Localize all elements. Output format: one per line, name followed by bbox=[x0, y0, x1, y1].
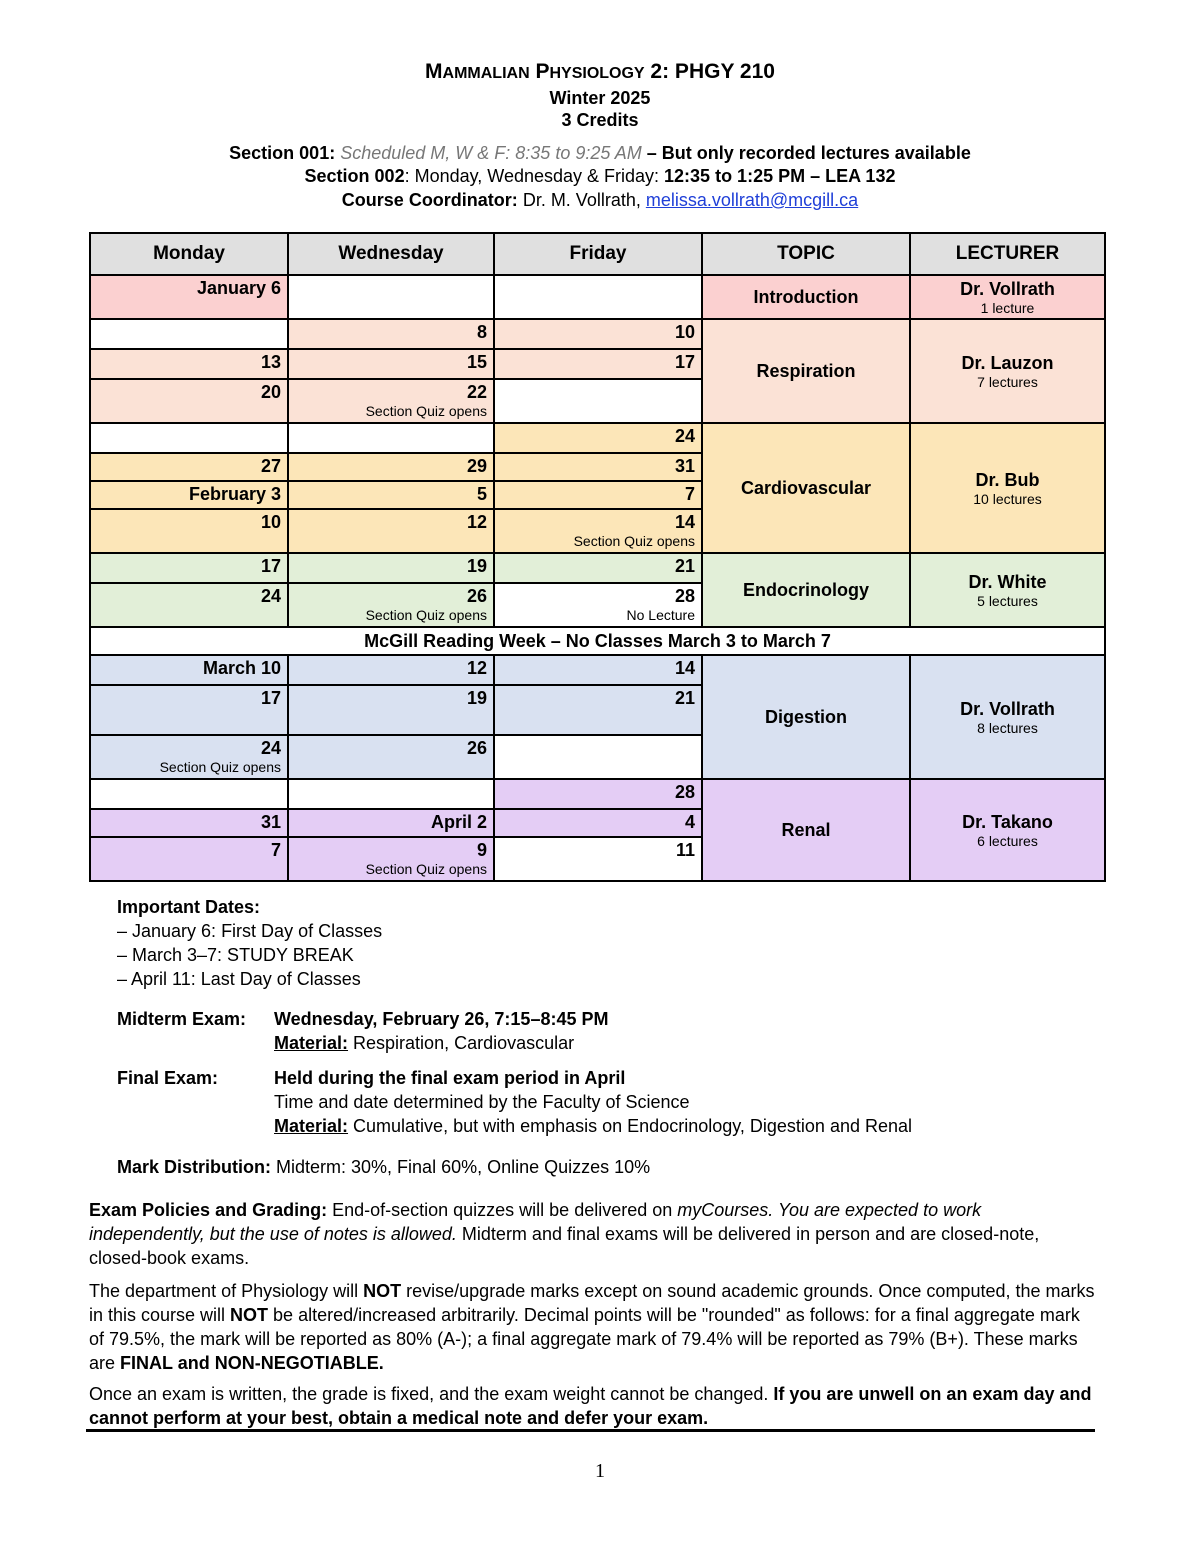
coordinator-email-link[interactable]: melissa.vollrath@mcgill.ca bbox=[645, 190, 859, 210]
date-cell: 19 bbox=[288, 553, 494, 583]
course-coordinator: Course Coordinator: Dr. M. Vollrath, melissa.vollrath@mcgill.ca bbox=[341, 190, 859, 210]
date-cell: 24 Section Quiz opens bbox=[90, 735, 288, 779]
policy-paragraph-2: The department of Physiology will NOT revise/upgrade marks except on sound academic grounds. Once computed, the marks in this course will NOT be altered/increased arbitrarily. Decimal points will be "rounded" as follows: for a final aggregate mark of 79.5%, the mark will be reported as 80% (A-); a final aggregate mark of 79.4% will be reported as 79% (B+). These marks are FINAL and NON-NEGOTIABLE. bbox=[89, 1281, 1095, 1373]
date-cell: 7 bbox=[494, 481, 702, 509]
date-cell: 27 bbox=[90, 453, 288, 481]
page-number: 1 bbox=[595, 1460, 605, 1482]
date-cell: 26 Section Quiz opens bbox=[288, 583, 494, 627]
policy-paragraph-3: Once an exam is written, the grade is fixed, and the exam weight cannot be changed. If you are unwell on an exam day and cannot perform at your best, obtain a medical note and defer your exam. bbox=[89, 1384, 1092, 1428]
date-cell: 12 bbox=[288, 509, 494, 553]
lecturer-cardiovascular: Dr. Bub 10 lectures bbox=[910, 423, 1105, 553]
date-cell: 31 bbox=[90, 809, 288, 837]
topic-renal: Renal bbox=[702, 779, 910, 881]
important-dates bbox=[117, 895, 382, 991]
date-cell: February 3 bbox=[90, 481, 288, 509]
lecturer-digestion: Dr. Vollrath 8 lectures bbox=[910, 655, 1105, 779]
date-item: – March 3–7: STUDY BREAK bbox=[117, 945, 354, 965]
lecturer-endocrinology: Dr. White 5 lectures bbox=[910, 553, 1105, 627]
topic-endocrinology: Endocrinology bbox=[702, 553, 910, 627]
date-cell: March 10 bbox=[90, 655, 288, 685]
header-topic: TOPIC bbox=[702, 233, 910, 275]
date-cell: 21 bbox=[494, 553, 702, 583]
mark-distribution: Mark Distribution: Midterm: 30%, Final 60%, Online Quizzes 10% bbox=[117, 1157, 651, 1177]
date-cell: 17 bbox=[90, 553, 288, 583]
topic-digestion: Digestion bbox=[702, 655, 910, 779]
final-details bbox=[274, 1066, 912, 1138]
date-cell: 15 bbox=[288, 349, 494, 379]
date-cell: 28 bbox=[494, 779, 702, 809]
date-cell: 11 bbox=[494, 837, 702, 881]
bottom-rule bbox=[86, 1429, 1095, 1432]
header-friday: Friday bbox=[494, 233, 702, 275]
topic-cardiovascular: Cardiovascular bbox=[702, 423, 910, 553]
empty-cell bbox=[288, 779, 494, 809]
final-material: Material: Cumulative, but with emphasis on Endocrinology, Digestion and Renal bbox=[274, 1116, 913, 1136]
date-cell: 21 bbox=[494, 685, 702, 735]
final-when: Held during the final exam period in April bbox=[274, 1068, 626, 1088]
section-001: Section 001: Scheduled M, W & F: 8:35 to 9:25 AM – But only recorded lectures available bbox=[229, 143, 971, 163]
final-label: Final Exam: bbox=[117, 1068, 219, 1088]
date-cell: 24 bbox=[494, 423, 702, 453]
date-cell: 19 bbox=[288, 685, 494, 735]
empty-cell bbox=[494, 379, 702, 423]
section-002: Section 002: Monday, Wednesday & Friday: 12:35 to 1:25 PM – LEA 132 bbox=[304, 166, 896, 186]
date-cell: 10 bbox=[90, 509, 288, 553]
date-cell: 7 bbox=[90, 837, 288, 881]
empty-cell bbox=[494, 275, 702, 319]
date-cell: 9 Section Quiz opens bbox=[288, 837, 494, 881]
date-cell: 28 No Lecture bbox=[494, 583, 702, 627]
schedule-table bbox=[89, 232, 1106, 882]
date-cell: 12 bbox=[288, 655, 494, 685]
date-item: – April 11: Last Day of Classes bbox=[117, 969, 361, 989]
course-title: MAMMALIAN PHYSIOLOGY 2: PHGY 210 bbox=[425, 60, 775, 83]
policy-paragraph-1: Exam Policies and Grading: End-of-section quizzes will be delivered on myCourses. You are expected to work independently, but the use of notes is allowed. Midterm and final exams will be delivered in person and are closed-note, closed-book exams. bbox=[89, 1200, 1040, 1268]
empty-cell bbox=[288, 275, 494, 319]
header-monday: Monday bbox=[90, 233, 288, 275]
date-item: – January 6: First Day of Classes bbox=[117, 921, 383, 941]
date-cell: 29 bbox=[288, 453, 494, 481]
date-cell: 17 bbox=[494, 349, 702, 379]
final-determined: Time and date determined by the Faculty of Science bbox=[274, 1092, 690, 1112]
empty-cell bbox=[90, 423, 288, 453]
date-cell: 17 bbox=[90, 685, 288, 735]
date-cell: 20 bbox=[90, 379, 288, 423]
credits: 3 Credits bbox=[561, 110, 639, 130]
midterm-material: Material: Respiration, Cardiovascular bbox=[274, 1033, 575, 1053]
term: Winter 2025 bbox=[549, 88, 651, 108]
empty-cell bbox=[90, 779, 288, 809]
empty-cell bbox=[90, 319, 288, 349]
date-cell: April 2 bbox=[288, 809, 494, 837]
header-wednesday: Wednesday bbox=[288, 233, 494, 275]
date-cell: 31 bbox=[494, 453, 702, 481]
date-cell: 14 bbox=[494, 655, 702, 685]
header-lecturer: LECTURER bbox=[910, 233, 1105, 275]
empty-cell bbox=[288, 423, 494, 453]
date-cell: 4 bbox=[494, 809, 702, 837]
reading-week-row: McGill Reading Week – No Classes March 3 to March 7 bbox=[90, 627, 1105, 655]
lecturer-renal: Dr. Takano 6 lectures bbox=[910, 779, 1105, 881]
date-cell: 22 Section Quiz opens bbox=[288, 379, 494, 423]
date-cell: 24 bbox=[90, 583, 288, 627]
date-cell: January 6 bbox=[90, 275, 288, 319]
lecturer-introduction: Dr. Vollrath 1 lecture bbox=[910, 275, 1105, 319]
date-cell: 8 bbox=[288, 319, 494, 349]
date-cell: 5 bbox=[288, 481, 494, 509]
date-cell: 10 bbox=[494, 319, 702, 349]
topic-introduction: Introduction bbox=[702, 275, 910, 319]
important-dates-title: Important Dates: bbox=[117, 897, 261, 917]
date-cell: 13 bbox=[90, 349, 288, 379]
date-cell: 26 bbox=[288, 735, 494, 779]
midterm-when: Wednesday, February 26, 7:15–8:45 PM bbox=[274, 1009, 609, 1029]
topic-respiration: Respiration bbox=[702, 319, 910, 423]
empty-cell bbox=[494, 735, 702, 779]
midterm-details bbox=[274, 1007, 609, 1055]
midterm-label: Midterm Exam: bbox=[117, 1009, 247, 1029]
lecturer-respiration: Dr. Lauzon 7 lectures bbox=[910, 319, 1105, 423]
date-cell: 14 Section Quiz opens bbox=[494, 509, 702, 553]
